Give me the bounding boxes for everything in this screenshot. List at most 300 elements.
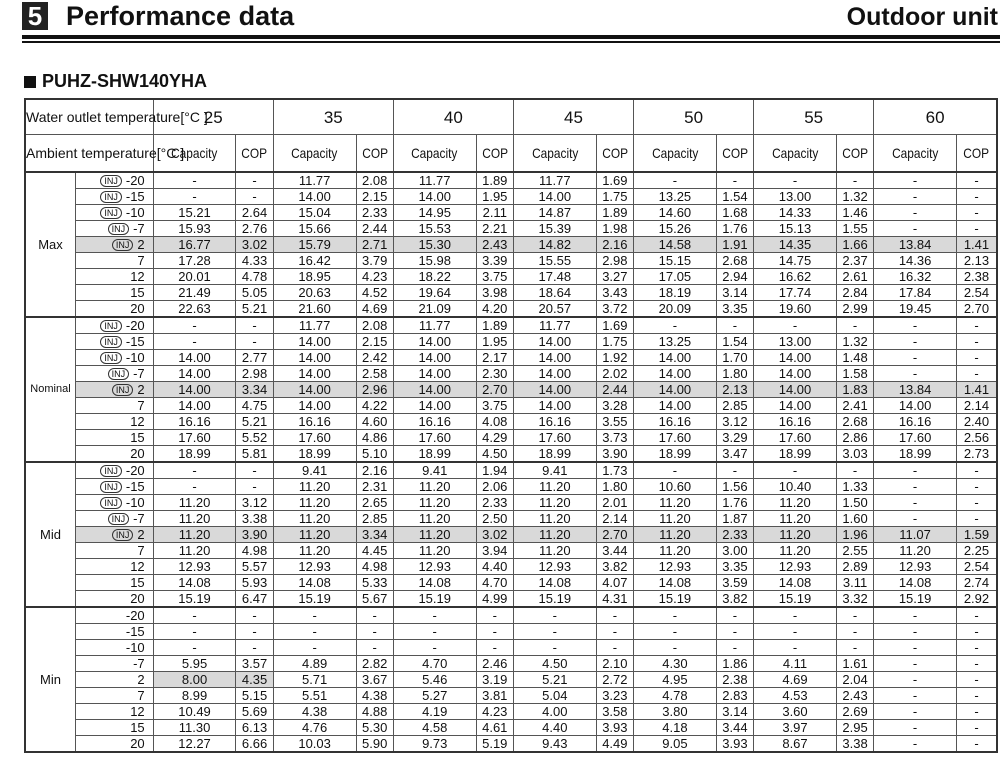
ambient-temp-cell [75,656,153,672]
table-row [25,172,997,189]
cop-cell: - [716,462,753,479]
cop-cell: 2.94 [716,269,753,285]
section-number: 5 [22,2,48,30]
cop-cell: 1.66 [836,237,873,253]
capacity-header: Capacity [634,135,717,173]
capacity-cell: 14.00 [153,398,236,414]
cop-cell: 5.30 [356,720,393,736]
capacity-cell: 14.00 [153,382,236,398]
cop-cell: 6.47 [236,591,273,608]
cop-cell: 3.98 [476,285,513,301]
capacity-cell: 14.00 [393,350,476,366]
capacity-cell: 17.60 [513,430,596,446]
cop-cell: 4.38 [356,688,393,704]
capacity-cell: - [153,189,236,205]
page-header [22,0,1000,34]
capacity-cell: 13.25 [634,334,717,350]
cop-cell: - [236,607,273,624]
cop-cell: 2.15 [356,189,393,205]
cop-cell: 2.13 [716,382,753,398]
capacity-cell: 15.19 [273,591,356,608]
table-row [25,446,997,463]
cop-cell: 3.34 [236,382,273,398]
capacity-cell: 11.20 [273,495,356,511]
capacity-cell: 16.16 [874,414,957,430]
cop-cell: 1.73 [596,462,633,479]
ambient-temp-value: 2 [137,527,145,542]
cop-cell: 2.14 [956,398,997,414]
capacity-cell: 11.20 [754,543,837,559]
capacity-cell: - [634,172,717,189]
capacity-cell: - [634,640,717,656]
cop-cell: 2.21 [476,221,513,237]
capacity-cell: 4.18 [634,720,717,736]
inj-badge-icon: INJ [100,352,122,364]
capacity-cell: - [874,479,957,495]
cop-cell: - [836,624,873,640]
cop-cell: 5.52 [236,430,273,446]
capacity-cell: 14.08 [153,575,236,591]
cop-header: COP [716,135,753,173]
table-row [25,704,997,720]
cop-cell: 5.21 [236,414,273,430]
capacity-cell: 11.20 [513,527,596,543]
cop-cell: - [716,317,753,334]
capacity-cell: - [874,511,957,527]
table-row [25,656,997,672]
cop-cell: - [236,189,273,205]
capacity-cell: 14.75 [754,253,837,269]
capacity-cell: 14.33 [754,205,837,221]
capacity-cell: 11.77 [273,317,356,334]
cop-header: COP [476,135,513,173]
table-row [25,543,997,559]
cop-cell: 1.80 [596,479,633,495]
cop-cell: 3.82 [716,591,753,608]
cop-cell: 1.89 [476,317,513,334]
ambient-temp-value: -15 [125,624,145,639]
inj-badge-icon: INJ [100,336,122,348]
cop-cell: 1.89 [596,205,633,221]
inj-badge-icon: INJ [112,239,134,251]
ambient-temp-value: -20 [125,318,145,333]
cop-cell: 2.98 [236,366,273,382]
capacity-cell: - [513,607,596,624]
ambient-temp-cell [75,189,153,205]
capacity-cell: 14.00 [393,189,476,205]
cop-cell: 3.81 [476,688,513,704]
inj-badge-icon: INJ [100,465,122,477]
cop-cell: - [836,317,873,334]
capacity-cell: 15.98 [393,253,476,269]
water-temp-header: 55 [754,99,874,135]
mode-label: Mid [25,462,75,607]
ambient-temp-cell [75,575,153,591]
cop-cell: 4.50 [476,446,513,463]
ambient-temp-cell [75,736,153,753]
capacity-cell: - [153,479,236,495]
cop-cell: 3.79 [356,253,393,269]
cop-cell: 3.44 [596,543,633,559]
capacity-cell: 15.19 [393,591,476,608]
capacity-cell: 18.19 [634,285,717,301]
table-row [25,334,997,350]
table-row [25,640,997,656]
capacity-cell: 15.19 [874,591,957,608]
capacity-cell: 18.99 [754,446,837,463]
cop-cell: 3.35 [716,559,753,575]
capacity-cell: 14.00 [634,398,717,414]
capacity-cell: - [513,640,596,656]
cop-cell: - [836,172,873,189]
ambient-temp-cell [75,591,153,608]
cop-cell: 2.68 [716,253,753,269]
cop-cell: 3.90 [236,527,273,543]
cop-cell: 2.10 [596,656,633,672]
cop-cell: 3.28 [596,398,633,414]
cop-cell: 2.73 [956,446,997,463]
table-row [25,495,997,511]
capacity-cell: 8.99 [153,688,236,704]
cop-cell: 2.83 [716,688,753,704]
capacity-cell: 14.82 [513,237,596,253]
ambient-temp-cell [75,350,153,366]
capacity-cell: 12.93 [754,559,837,575]
cop-cell: - [956,366,997,382]
capacity-cell: 11.20 [273,527,356,543]
capacity-cell: 19.64 [393,285,476,301]
cop-cell: 4.52 [356,285,393,301]
ambient-temp-value: 2 [137,237,145,252]
capacity-cell: 15.66 [273,221,356,237]
capacity-cell: 14.00 [513,189,596,205]
cop-cell: 2.82 [356,656,393,672]
cop-cell: 2.41 [836,398,873,414]
cop-cell: 2.85 [356,511,393,527]
inj-badge-icon: INJ [100,497,122,509]
cop-cell: 3.27 [596,269,633,285]
cop-cell: 3.19 [476,672,513,688]
cop-cell: 2.17 [476,350,513,366]
capacity-cell: 12.93 [634,559,717,575]
ambient-temp-cell [75,237,153,253]
cop-cell: 4.07 [596,575,633,591]
cop-cell: 2.13 [956,253,997,269]
cop-cell: 3.73 [596,430,633,446]
cop-cell: 3.93 [596,720,633,736]
cop-cell: 2.96 [356,382,393,398]
cop-cell: - [596,607,633,624]
ambient-temp-cell [75,640,153,656]
capacity-cell: 4.70 [393,656,476,672]
capacity-cell: 11.20 [513,543,596,559]
capacity-cell: 3.97 [754,720,837,736]
ambient-temp-value: 7 [137,688,145,703]
table-body [25,172,997,752]
capacity-cell: 17.60 [634,430,717,446]
cop-cell: 4.45 [356,543,393,559]
capacity-cell: 10.49 [153,704,236,720]
capacity-cell: 5.51 [273,688,356,704]
ambient-temp-value: -15 [125,189,145,204]
capacity-cell: - [874,334,957,350]
capacity-cell: 11.20 [393,495,476,511]
cop-cell: 1.80 [716,366,753,382]
table-row [25,301,997,318]
capacity-cell: 17.60 [153,430,236,446]
capacity-cell: 11.20 [634,527,717,543]
ambient-temp-value: -10 [125,495,145,510]
cop-cell: 2.54 [956,285,997,301]
ambient-temp-value: 15 [130,430,145,445]
capacity-cell: 16.77 [153,237,236,253]
capacity-cell: - [153,462,236,479]
unit-type-title: Outdoor unit [846,3,998,31]
capacity-cell: 18.99 [513,446,596,463]
capacity-cell: 5.21 [513,672,596,688]
cop-cell: 3.14 [716,704,753,720]
cop-cell: 2.14 [596,511,633,527]
cop-cell: 2.43 [836,688,873,704]
cop-cell: 1.33 [836,479,873,495]
capacity-cell: 21.60 [273,301,356,318]
square-bullet-icon [24,76,36,88]
capacity-cell: 14.08 [513,575,596,591]
cop-cell: - [956,205,997,221]
water-temp-header: 40 [393,99,513,135]
cop-cell: 1.69 [596,317,633,334]
capacity-cell: 11.20 [513,511,596,527]
cop-cell: 1.96 [836,527,873,543]
inj-badge-icon: INJ [100,481,122,493]
cop-cell: 3.57 [236,656,273,672]
capacity-cell: 4.58 [393,720,476,736]
capacity-cell: 17.60 [874,430,957,446]
capacity-cell: 14.08 [754,575,837,591]
cop-cell: 1.86 [716,656,753,672]
capacity-cell: 11.20 [513,495,596,511]
capacity-cell: 11.30 [153,720,236,736]
cop-cell: 1.75 [596,334,633,350]
cop-cell: 2.25 [956,543,997,559]
cop-cell: 5.93 [236,575,273,591]
capacity-cell: 4.40 [513,720,596,736]
cop-cell: 1.32 [836,334,873,350]
cop-cell: - [356,640,393,656]
ambient-temp-cell [75,479,153,495]
cop-cell: 4.75 [236,398,273,414]
capacity-cell: 11.20 [153,527,236,543]
inj-badge-icon: INJ [108,223,130,235]
capacity-cell: 5.46 [393,672,476,688]
header-rule-thin [22,41,1000,43]
capacity-cell: 17.05 [634,269,717,285]
cop-cell: 3.43 [596,285,633,301]
inj-badge-icon: INJ [100,175,122,187]
cop-cell: 5.15 [236,688,273,704]
ambient-temp-value: 15 [130,575,145,590]
capacity-cell: - [874,736,957,753]
capacity-cell: 11.20 [153,511,236,527]
capacity-cell: 9.41 [513,462,596,479]
cop-cell: 3.67 [356,672,393,688]
ambient-temp-value: 15 [130,720,145,735]
capacity-cell: 18.64 [513,285,596,301]
cop-cell: - [356,607,393,624]
cop-cell: 3.90 [596,446,633,463]
cop-header: COP [236,135,273,173]
cop-cell: 2.68 [836,414,873,430]
capacity-cell: 11.77 [393,317,476,334]
capacity-cell: 14.00 [393,334,476,350]
water-temp-header: 25 [153,99,273,135]
capacity-cell: 4.50 [513,656,596,672]
capacity-cell: - [874,205,957,221]
cop-cell: 3.12 [236,495,273,511]
capacity-cell: 12.93 [513,559,596,575]
capacity-cell: - [874,462,957,479]
cop-cell: 4.88 [356,704,393,720]
capacity-cell: 14.00 [754,398,837,414]
table-row [25,479,997,495]
capacity-cell: 4.95 [634,672,717,688]
cop-cell: 2.02 [596,366,633,382]
cop-cell: 1.87 [716,511,753,527]
capacity-cell: 11.77 [513,317,596,334]
capacity-cell: 16.16 [634,414,717,430]
capacity-cell: - [153,317,236,334]
performance-table [24,98,998,753]
capacity-cell: 14.00 [393,382,476,398]
capacity-cell: 17.60 [273,430,356,446]
cop-cell: 4.86 [356,430,393,446]
ambient-temp-value: -10 [125,640,145,655]
table-row [25,350,997,366]
ambient-temp-cell [75,414,153,430]
ambient-temp-cell [75,317,153,334]
capacity-cell: 3.80 [634,704,717,720]
table-row [25,205,997,221]
capacity-cell: 5.95 [153,656,236,672]
cop-cell: 4.20 [476,301,513,318]
cop-cell: 3.59 [716,575,753,591]
cop-cell: - [956,736,997,753]
cop-cell: 1.68 [716,205,753,221]
capacity-cell: 17.60 [393,430,476,446]
ambient-temp-value: 2 [137,672,145,687]
cop-cell: 2.15 [356,334,393,350]
capacity-cell: 12.93 [153,559,236,575]
cop-cell: 1.58 [836,366,873,382]
cop-cell: 2.98 [596,253,633,269]
ambient-temp-value: 20 [130,736,145,751]
cop-cell: 2.16 [356,462,393,479]
cop-cell: 1.50 [836,495,873,511]
water-temp-header: 45 [513,99,633,135]
capacity-cell: 17.84 [874,285,957,301]
cop-cell: 2.86 [836,430,873,446]
cop-cell: 2.46 [476,656,513,672]
cop-cell: - [956,317,997,334]
table-row [25,285,997,301]
cop-cell: 3.38 [236,511,273,527]
cop-cell: 5.10 [356,446,393,463]
ambient-temp-value: -10 [125,205,145,220]
cop-cell: 2.16 [596,237,633,253]
cop-cell: 2.43 [476,237,513,253]
capacity-cell: - [874,350,957,366]
capacity-cell: 11.20 [393,527,476,543]
capacity-cell: 9.41 [393,462,476,479]
capacity-cell: 10.03 [273,736,356,753]
capacity-cell: - [754,172,837,189]
cop-cell: - [236,624,273,640]
cop-cell: 1.41 [956,237,997,253]
capacity-cell: 17.28 [153,253,236,269]
capacity-cell: 16.16 [513,414,596,430]
ambient-temp-cell [75,720,153,736]
ambient-temp-cell [75,398,153,414]
cop-cell: 3.11 [836,575,873,591]
capacity-cell: 12.93 [273,559,356,575]
capacity-cell: 18.99 [634,446,717,463]
ambient-temp-cell [75,704,153,720]
cop-cell: 3.82 [596,559,633,575]
capacity-cell: 15.30 [393,237,476,253]
cop-cell: 3.34 [356,527,393,543]
capacity-cell: 5.27 [393,688,476,704]
cop-cell: - [956,350,997,366]
capacity-cell: 11.20 [874,543,957,559]
capacity-cell: 11.20 [273,543,356,559]
capacity-cell: 15.19 [153,591,236,608]
capacity-cell: 11.20 [273,511,356,527]
ambient-temp-value: -20 [125,173,145,188]
cop-header: COP [596,135,633,173]
model-name: PUHZ-SHW140YHA [42,71,208,91]
ambient-temp-value: 12 [130,414,145,429]
cop-cell: 1.94 [476,462,513,479]
ambient-temp-cell [75,269,153,285]
capacity-cell: - [754,462,837,479]
cop-cell: 1.91 [716,237,753,253]
cop-cell: - [956,624,997,640]
capacity-cell: 14.00 [754,350,837,366]
capacity-cell: - [874,172,957,189]
capacity-cell: 18.22 [393,269,476,285]
capacity-cell: 14.00 [513,334,596,350]
capacity-cell: 14.00 [754,366,837,382]
ambient-temp-cell [75,285,153,301]
cop-cell: 1.83 [836,382,873,398]
cop-cell: - [956,495,997,511]
capacity-cell: 11.20 [393,479,476,495]
capacity-cell: 11.20 [513,479,596,495]
cop-cell: 1.60 [836,511,873,527]
ambient-temp-cell [75,430,153,446]
table-row [25,607,997,624]
model-heading [24,71,207,91]
header-rule-thick [22,35,1000,39]
cop-cell: 2.44 [356,221,393,237]
capacity-cell: 10.60 [634,479,717,495]
capacity-cell: - [634,624,717,640]
capacity-cell: 14.00 [393,366,476,382]
cop-cell: 2.74 [956,575,997,591]
cop-cell: 3.58 [596,704,633,720]
capacity-cell: 11.77 [393,172,476,189]
cop-cell: 4.78 [236,269,273,285]
